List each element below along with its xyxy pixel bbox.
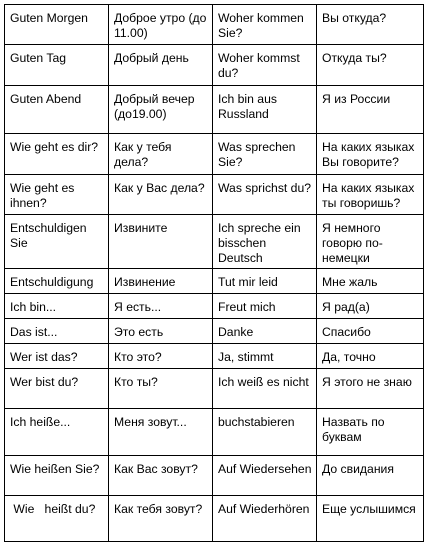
table-row: [5, 134, 424, 175]
russian-translation: Как у Вас дела?: [109, 175, 213, 215]
german-phrase: Entschuldigung: [5, 269, 109, 294]
german-phrase: Wie geht es ihnen?: [5, 175, 109, 215]
table-row: [5, 496, 424, 542]
german-phrase: Freut mich: [213, 294, 317, 319]
russian-translation: Мне жаль: [317, 269, 424, 294]
russian-translation: Я рад(а): [317, 294, 424, 319]
table-row: [5, 369, 424, 409]
russian-translation: На каких языках ты говоришь?: [317, 175, 424, 215]
table-row: [5, 86, 424, 134]
german-phrase: Danke: [213, 319, 317, 344]
table-row: [5, 269, 424, 294]
russian-translation: Доброе утро (до 11.00): [109, 5, 213, 45]
german-phrase: Auf Wiedersehen: [213, 456, 317, 496]
table-row: [5, 294, 424, 319]
russian-translation: На каких языках Вы говорите?: [317, 134, 424, 175]
german-phrase: Woher kommen Sie?: [213, 5, 317, 45]
russian-translation: Это есть: [109, 319, 213, 344]
german-phrase: buchstabieren: [213, 409, 317, 456]
table-row: [5, 45, 424, 86]
german-phrase: Woher kommst du?: [213, 45, 317, 86]
german-phrase: Ich spreche ein bisschen Deutsch: [213, 215, 317, 269]
german-phrase: Wer ist das?: [5, 344, 109, 369]
russian-translation: Я есть...: [109, 294, 213, 319]
german-phrase: Ich bin aus Russland: [213, 86, 317, 134]
german-phrase: Wie heißen Sie?: [5, 456, 109, 496]
russian-translation: Я этого не знаю: [317, 369, 424, 409]
russian-translation: Вы откуда?: [317, 5, 424, 45]
russian-translation: Спасибо: [317, 319, 424, 344]
russian-translation: До свидания: [317, 456, 424, 496]
table-row: [5, 456, 424, 496]
german-phrase: Das ist...: [5, 319, 109, 344]
russian-translation: Добрый вечер (до19.00): [109, 86, 213, 134]
german-phrase: Auf Wiederhören: [213, 496, 317, 542]
german-phrase: Was sprichst du?: [213, 175, 317, 215]
german-phrase: Was sprechen Sie?: [213, 134, 317, 175]
table-row: [5, 175, 424, 215]
table-row: [5, 344, 424, 369]
german-phrase: Guten Morgen: [5, 5, 109, 45]
table-row: [5, 319, 424, 344]
russian-translation: Назвать по буквам: [317, 409, 424, 456]
russian-translation: Извините: [109, 215, 213, 269]
table-row: [5, 5, 424, 45]
russian-translation: Еще услышимся: [317, 496, 424, 542]
phrase-table-body: [5, 5, 424, 542]
german-phrase: Ich weiß es nicht: [213, 369, 317, 409]
russian-translation: Я из России: [317, 86, 424, 134]
russian-translation: Меня зовут...: [109, 409, 213, 456]
russian-translation: Кто это?: [109, 344, 213, 369]
russian-translation: Да, точно: [317, 344, 424, 369]
russian-translation: Как Вас зовут?: [109, 456, 213, 496]
german-phrase: Entschuldigen Sie: [5, 215, 109, 269]
russian-translation: Извинение: [109, 269, 213, 294]
german-phrase: Ja, stimmt: [213, 344, 317, 369]
german-phrase: Wie geht es dir?: [5, 134, 109, 175]
russian-translation: Как тебя зовут?: [109, 496, 213, 542]
german-phrase: Ich heiße...: [5, 409, 109, 456]
german-phrase: Wie heißt du?: [5, 496, 109, 542]
german-phrase: Wer bist du?: [5, 369, 109, 409]
russian-translation: Откуда ты?: [317, 45, 424, 86]
german-phrase: Ich bin...: [5, 294, 109, 319]
russian-translation: Добрый день: [109, 45, 213, 86]
table-row: [5, 215, 424, 269]
german-phrase: Guten Abend: [5, 86, 109, 134]
phrase-table: [4, 4, 424, 542]
russian-translation: Как у тебя дела?: [109, 134, 213, 175]
russian-translation: Я немного говорю по-немецки: [317, 215, 424, 269]
russian-translation: Кто ты?: [109, 369, 213, 409]
german-phrase: Guten Tag: [5, 45, 109, 86]
german-phrase: Tut mir leid: [213, 269, 317, 294]
table-row: [5, 409, 424, 456]
